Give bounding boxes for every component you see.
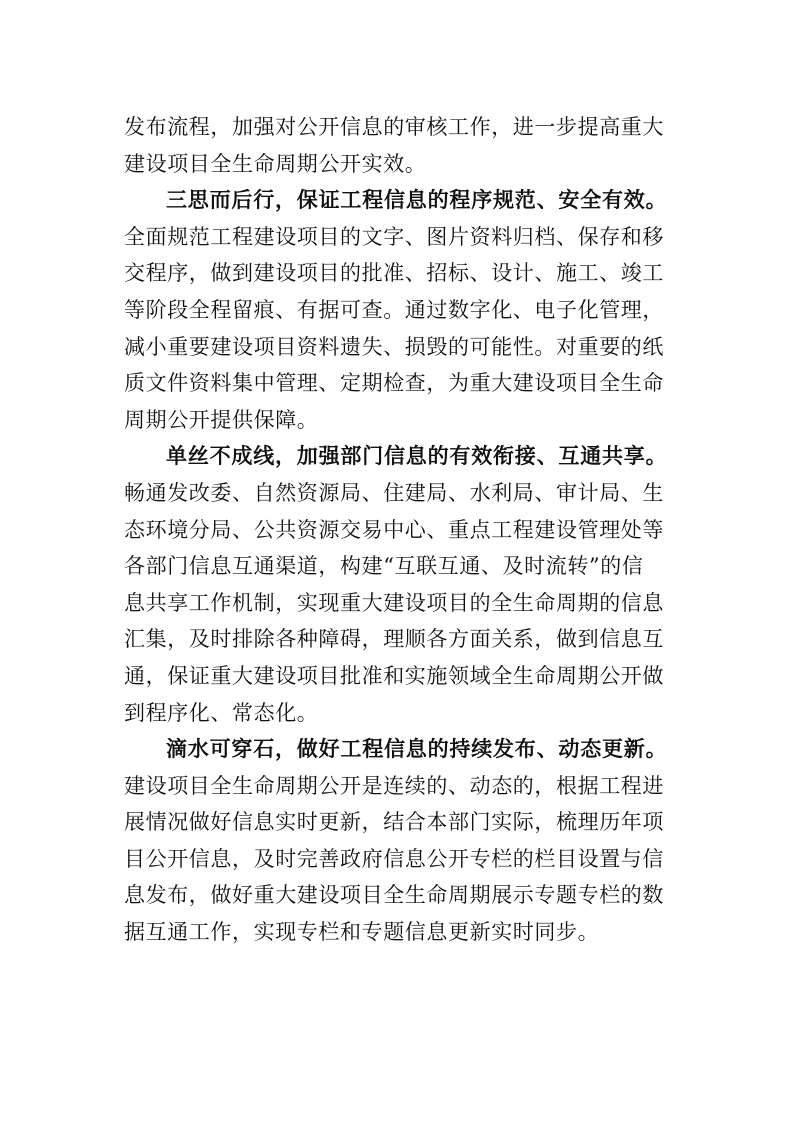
paragraph-line: 交程序，做到建设项目的批准、招标、设计、施工、竣工: [124, 261, 664, 286]
paragraph-line: 息共享工作机制，实现重大建设项目的全生命周期的信息: [124, 590, 664, 615]
paragraph-line: 发布流程，加强对公开信息的审核工作，进一步提高重大: [124, 115, 664, 139]
section-updates: [124, 731, 669, 951]
paragraph-line: 全面规范工程建设项目的文字、图片资料归档、保存和移: [124, 224, 664, 249]
paragraph-line: 减小重要建设项目资料遗失、损毁的可能性。对重要的纸: [124, 334, 664, 359]
paragraph-line: 息发布，做好重大建设项目全生命周期展示专题专栏的数: [124, 883, 664, 908]
paragraph-line: 周期公开提供保障。: [124, 407, 319, 432]
paragraph-line: 据互通工作，实现专栏和专题信息更新实时同步。: [124, 920, 600, 945]
paragraph-line: 建设项目全生命周期公开实效。: [124, 151, 427, 176]
section-heading: 单丝不成线，加强部门信息的有效衔接、互通共享。: [166, 444, 668, 469]
paragraph-line: 通，保证重大建设项目批准和实施领域全生命周期公开做: [124, 663, 664, 688]
paragraph-line: 态环境分局、公共资源交易中心、重点工程建设管理处等: [124, 517, 664, 542]
paragraph-line: 质文件资料集中管理、定期检查，为重大建设项目全生命: [124, 371, 664, 396]
paragraph-line: 汇集，及时排除各种障碍，理顺各方面关系，做到信息互: [124, 627, 664, 652]
section-heading: 三思而后行，保证工程信息的程序规范、安全有效。: [166, 188, 668, 213]
section-procedure: [124, 182, 669, 438]
document-body: [124, 109, 669, 951]
paragraph-line: 建设项目全生命周期公开是连续的、动态的，根据工程进: [124, 773, 664, 798]
paragraph-line: 到程序化、常态化。: [124, 700, 319, 725]
section-continuation: [124, 109, 669, 182]
section-sharing: [124, 438, 669, 731]
paragraph-line: 等阶段全程留痕、有据可查。通过数字化、电子化管理，: [124, 297, 664, 322]
section-heading: 滴水可穿石，做好工程信息的持续发布、动态更新。: [166, 737, 668, 762]
paragraph-line: 展情况做好信息实时更新，结合本部门实际，梳理历年项: [124, 810, 664, 835]
paragraph-line: 目公开信息，及时完善政府信息公开专栏的栏目设置与信: [124, 846, 664, 871]
paragraph-line: 各部门信息互通渠道，构建“互联互通、及时流转”的信: [124, 554, 644, 579]
paragraph-line: 畅通发改委、自然资源局、住建局、水利局、审计局、生: [124, 480, 664, 505]
